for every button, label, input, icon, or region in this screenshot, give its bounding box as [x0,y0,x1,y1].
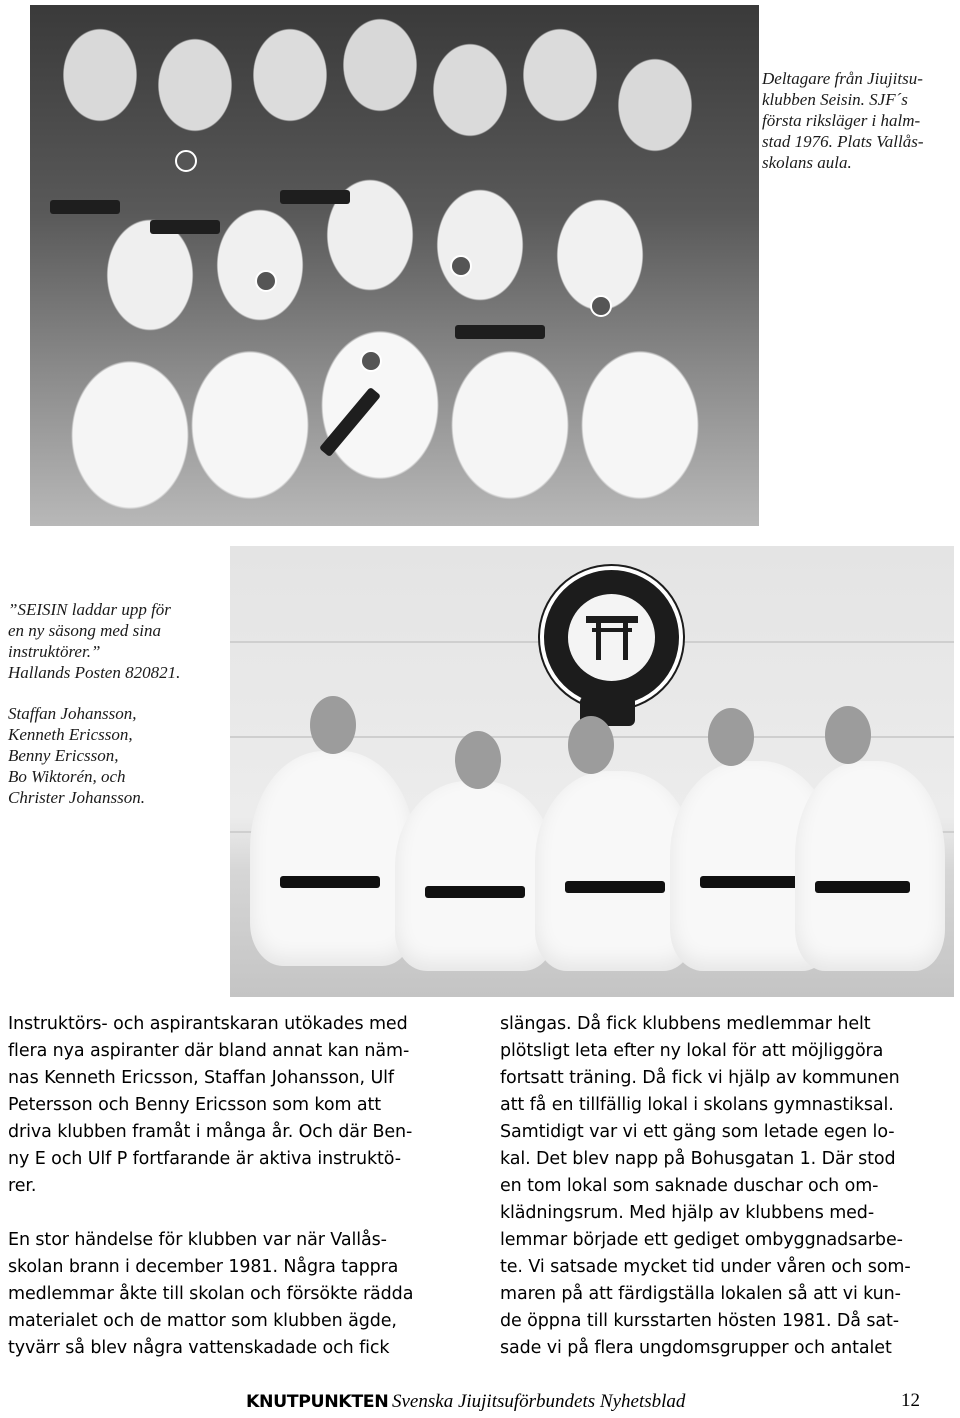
text-line: att få en tillfällig lokal i skolans gymnastiksal. [500,1095,894,1115]
caption-line: Staffan Johansson, [8,704,137,723]
instructors-photo [230,546,954,997]
text-line: slängas. Då fick klubbens medlemmar helt [500,1014,871,1034]
photo-caption-top [762,68,952,173]
text-line: materialet och de mattor som klubben ägde, [8,1311,397,1331]
belt-mark [455,325,545,339]
page-number: 12 [901,1390,920,1411]
newsletter-brand: KNUTPUNKTEN [246,1392,389,1412]
caption-line: första riksläger i halm- [762,111,921,130]
text-line: de öppna till kursstarten hösten 1981. Då sat- [500,1311,899,1331]
instructor-head [825,706,871,764]
club-badge-mark [255,270,277,292]
belt-mark [50,200,120,214]
text-line: En stor händelse för klubben var när Vallås- [8,1230,387,1250]
photo-caption-side [8,599,218,808]
caption-line: Benny Ericsson, [8,746,119,765]
caption-line: Christer Johansson. [8,788,145,807]
caption-line: ”SEISIN laddar upp för [8,600,171,619]
text-line: en tom lokal som saknade duschar och om- [500,1176,879,1196]
torii-gate-icon [586,616,638,623]
text-line: tyvärr så blev några vattenskadade och fick [8,1338,390,1358]
text-line: nas Kenneth Ericsson, Staffan Johansson, Ulf [8,1068,394,1088]
caption-line: stad 1976. Plats Vallås- [762,132,924,151]
torii-pillar [623,622,628,660]
text-line: flera nya aspiranter där bland annat kan näm- [8,1041,410,1061]
text-line: sade vi på flera ungdomsgrupper och antalet [500,1338,892,1358]
black-belt-mark [319,387,381,457]
instructor-figure [250,751,415,966]
emblem-center [568,594,655,681]
paragraph-spacer [8,1200,478,1227]
text-line: klädningsrum. Med hjälp av klubbens med- [500,1203,875,1223]
instructor-head [708,708,754,766]
federation-emblem-icon [540,566,683,709]
text-line: Samtidigt var vi ett gäng som letade egen lo- [500,1122,895,1142]
instructor-figure [395,781,555,971]
text-line: fortsatt träning. Då fick vi hjälp av kommunen [500,1068,900,1088]
torii-pillar [596,622,601,660]
caption-line: instruktörer.” [8,642,101,661]
caption-line: en ny säsong med sina [8,621,161,640]
text-line: kal. Det blev napp på Bohusgatan 1. Där stod [500,1149,896,1169]
black-belt-mark [815,881,910,893]
text-line: medlemmar åkte till skolan och försökte rädda [8,1284,414,1304]
instructor-head [310,696,356,754]
newsletter-subtitle: Svenska Jiujitsuförbundets Nyhetsblad [392,1391,686,1412]
text-line: Instruktörs- och aspirantskaran utökades med [8,1014,408,1034]
caption-line: klubben Seisin. SJF´s [762,90,908,109]
caption-line: Hallands Posten 820821. [8,663,181,682]
caption-line: skolans aula. [762,153,852,172]
group-photo-seisin-1976 [30,5,759,526]
belt-mark [150,220,220,234]
caption-line: Bo Wiktorén, och [8,767,126,786]
page-footer [246,1390,946,1416]
article-column-right [500,1011,950,1362]
instructor-head [455,731,501,789]
article-column-left [8,1011,478,1362]
black-belt-mark [565,881,665,893]
text-line: maren på att färdigställa lokalen så att vi kun- [500,1284,901,1304]
club-badge-mark [590,295,612,317]
caption-spacer [8,683,218,703]
text-line: lemmar började ett gediget ombyggnadsarbe- [500,1230,903,1250]
club-badge-mark [450,255,472,277]
text-line: plötsligt leta efter ny lokal för att möjliggöra [500,1041,884,1061]
instructor-figure [795,761,945,971]
club-badge-mark [175,150,197,172]
text-line: te. Vi satsade mycket tid under våren och som- [500,1257,911,1277]
black-belt-mark [280,876,380,888]
text-line: Petersson och Benny Ericsson som kom att [8,1095,382,1115]
text-line: driva klubben framåt i många år. Och där Ben- [8,1122,413,1142]
instructor-head [568,716,614,774]
caption-line: Kenneth Ericsson, [8,725,133,744]
club-badge-mark [360,350,382,372]
caption-line: Deltagare från Jiujitsu- [762,69,923,88]
text-line: ny E och Ulf P fortfarande är aktiva instruktö- [8,1149,401,1169]
belt-mark [280,190,350,204]
black-belt-mark [700,876,800,888]
text-line: skolan brann i december 1981. Några tappra [8,1257,399,1277]
text-line: rer. [8,1176,37,1196]
black-belt-mark [425,886,525,898]
